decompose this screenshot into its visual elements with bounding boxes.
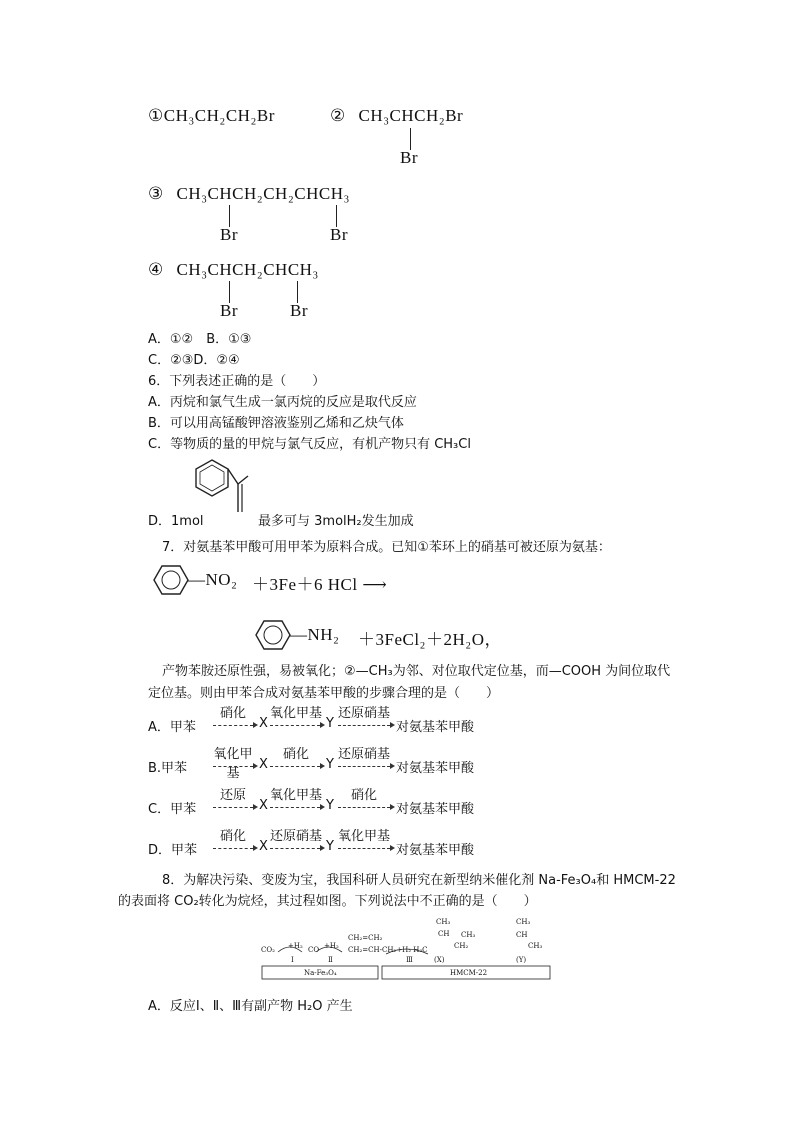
- option-label: A．甲苯: [148, 720, 196, 735]
- ethylene-label: CH₂=CH₂: [348, 934, 383, 942]
- nitro-group: —NO₂: [188, 570, 238, 589]
- bond-line: [297, 281, 298, 303]
- step-2-label: 硝化: [282, 747, 309, 762]
- step-3-label: 还原硝基: [337, 706, 390, 721]
- marker-2: ②: [330, 106, 346, 125]
- q6-option-c: C．等物质的量的甲烷与氯气反应，有机产物只有 CH₃Cl: [148, 437, 471, 452]
- step-i-label: Ⅰ: [291, 956, 294, 964]
- step-2-label: 还原硝基: [269, 829, 322, 844]
- structure-4: CH₃CHCH₂CHCH₃: [176, 260, 319, 279]
- ch-label: CH: [516, 931, 528, 939]
- q7-para-2: 定位基。则由甲苯合成对氨基苯甲酸的步骤合理的是（ ）: [148, 686, 500, 701]
- final-product: 对氨基苯甲酸: [396, 843, 475, 858]
- marker-1: ①: [148, 106, 164, 125]
- step-1-label: 硝化: [219, 706, 246, 721]
- bond-line: [229, 205, 230, 227]
- arrow-line: [338, 725, 390, 726]
- q8-line-2: 的表面将 CO₂转化为烷烃，其过程如图。下列说法中不正确的是（ ）: [118, 894, 537, 909]
- option-label: B.甲苯: [148, 761, 188, 776]
- arrow-line: [270, 725, 320, 726]
- step-ii-label: Ⅱ: [328, 956, 333, 964]
- arrow-head-icon: [320, 763, 325, 769]
- arrow-line: [213, 725, 253, 726]
- step-3-label: 硝化: [350, 788, 377, 803]
- bond-line: [410, 128, 411, 150]
- arrow-line: [270, 848, 320, 849]
- catalyst-1-label: Na-Fe₃O₄: [304, 969, 337, 977]
- intermediate-y: Y: [326, 716, 334, 731]
- co-label: CO: [308, 946, 320, 954]
- marker-3: ③: [148, 184, 164, 203]
- final-product: 对氨基苯甲酸: [396, 720, 475, 735]
- ch2-label: CH₂: [454, 942, 469, 950]
- step-1-label: 硝化: [219, 829, 246, 844]
- arrow-head-icon: [390, 763, 395, 769]
- q8-option-a: A．反应Ⅰ、Ⅱ、Ⅲ有副产物 H₂O 产生: [148, 999, 353, 1014]
- arrow-head-icon: [253, 845, 258, 851]
- intermediate-x: X: [259, 798, 268, 813]
- step-1-label: 还原: [219, 788, 246, 803]
- ch3-label: CH₃: [528, 942, 543, 950]
- amino-group: —NH₂: [290, 625, 340, 644]
- h2-label: +H₂: [288, 942, 303, 950]
- q6-option-d-suffix: 最多可与 3molH₂发生加成: [258, 514, 414, 529]
- arrow-line: [213, 848, 253, 849]
- intermediate-y: Y: [326, 798, 334, 813]
- intermediate-x: X: [259, 716, 268, 731]
- q5-options-ab: A．①② B．①③: [148, 332, 252, 347]
- ch3-label: CH₃: [436, 918, 451, 926]
- final-product: 对氨基苯甲酸: [396, 802, 475, 817]
- substituent-br: Br: [220, 301, 238, 320]
- substituent-br: Br: [400, 148, 418, 167]
- arrow-head-icon: [390, 722, 395, 728]
- final-product: 对氨基苯甲酸: [396, 761, 475, 776]
- arrow-line: [213, 766, 253, 767]
- q6-stem: 6．下列表述正确的是（ ）: [148, 374, 326, 389]
- q5-options-cd: C．②③D．②④: [148, 353, 240, 368]
- arrow-head-icon: [320, 722, 325, 728]
- arrow-head-icon: [320, 845, 325, 851]
- arrow-line: [338, 807, 390, 808]
- step-3-label: 还原硝基: [337, 747, 390, 762]
- arrow-head-icon: [253, 722, 258, 728]
- q7-stem: 7．对氨基苯甲酸可用甲苯为原料合成。已知①苯环上的硝基可被还原为氨基：: [162, 540, 611, 555]
- arrow-head-icon: [253, 804, 258, 810]
- q6-option-b: B．可以用高锰酸钾溶液鉴别乙烯和乙炔气体: [148, 416, 404, 431]
- equation-1-rest: ＋3Fe＋6 HCl ⟶: [252, 575, 388, 594]
- bond-line: [336, 205, 337, 227]
- q6-option-a: A．丙烷和氯气生成一氯丙烷的反应是取代反应: [148, 395, 417, 410]
- step-3-label: 氧化甲基: [337, 829, 390, 844]
- step-2-label: 氧化甲基: [269, 788, 322, 803]
- intermediate-y: Y: [326, 839, 334, 854]
- arrow-line: [270, 807, 320, 808]
- ch3-label: CH₃: [461, 931, 476, 939]
- arrow-head-icon: [253, 763, 258, 769]
- step-2-label: 氧化甲基: [269, 706, 322, 721]
- catalyst-2-label: HMCM-22: [450, 969, 488, 977]
- product-y-label: (Y): [516, 956, 527, 964]
- product-x-label: (X): [434, 956, 445, 964]
- structure-2: CH₃CHCH₂Br: [358, 106, 464, 125]
- co2-conversion-diagram: [256, 912, 556, 984]
- arrow-head-icon: [320, 804, 325, 810]
- bond-line: [229, 281, 230, 303]
- substituent-br: Br: [330, 225, 348, 244]
- step-iii-label: Ⅲ: [406, 956, 413, 964]
- structure-3: CH₃CHCH₂CH₂CHCH₃: [176, 184, 350, 203]
- co2-label: CO₂: [261, 946, 275, 954]
- q6-option-d-prefix: D．1mol: [148, 514, 204, 529]
- arrow-line: [338, 848, 390, 849]
- marker-4: ④: [148, 260, 164, 279]
- q8-line-1: 8．为解决污染、变废为宝，我国科研人员研究在新型纳米催化剂 Na-Fe₃O₄和 HMCM-22: [162, 873, 676, 888]
- ch3-label: CH₃: [516, 918, 531, 926]
- intermediate-x: X: [259, 757, 268, 772]
- arrow-line: [270, 766, 320, 767]
- q7-para-1: 产物苯胺还原性强，易被氧化；②—CH₃为邻、对位取代定位基，而—COOH 为间位取代: [162, 664, 671, 679]
- h2-label: +H₂: [324, 942, 339, 950]
- option-label: C．甲苯: [148, 802, 197, 817]
- step-1-label: 氧化甲基: [213, 747, 253, 781]
- propene-label: CH₂=CH-CH₂+H₂ H₃C: [348, 946, 428, 954]
- intermediate-x: X: [259, 839, 268, 854]
- ch-label: CH: [438, 930, 450, 938]
- substituent-br: Br: [290, 301, 308, 320]
- option-label: D．甲苯: [148, 843, 198, 858]
- intermediate-y: Y: [326, 757, 334, 772]
- equation-2-rest: ＋3FeCl₂＋2H₂O，: [358, 630, 502, 649]
- structure-1: CH₃CH₂CH₂Br: [163, 106, 275, 125]
- arrow-head-icon: [390, 804, 395, 810]
- arrow-line: [213, 807, 253, 808]
- substituent-br: Br: [220, 225, 238, 244]
- arrow-line: [338, 766, 390, 767]
- arrow-head-icon: [390, 845, 395, 851]
